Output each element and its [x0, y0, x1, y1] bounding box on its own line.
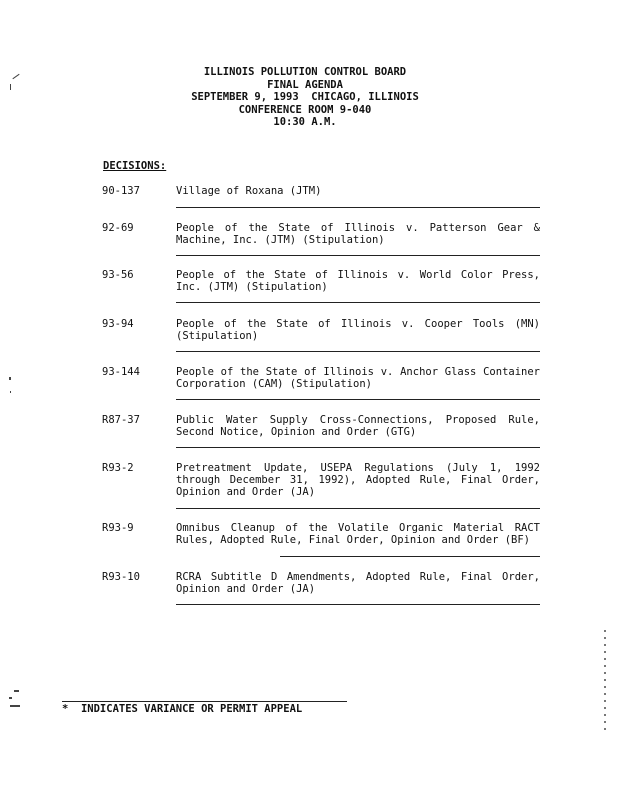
meeting-room: CONFERENCE ROOM 9-040 [238, 103, 372, 116]
footer-note: * INDICATES VARIANCE OR PERMIT APPEAL [62, 703, 303, 715]
signature-line [176, 508, 540, 509]
case-number: R93-10 [102, 571, 140, 583]
case-description: People of the State of Illinois v. Cooper Tools (MN) (Stipulation) [176, 318, 540, 343]
section-label-decisions: DECISIONS: [103, 160, 167, 172]
case-number: 93-56 [102, 269, 134, 281]
scan-speck [14, 690, 19, 692]
scan-speck [10, 84, 11, 90]
scan-edge-marks [604, 630, 606, 730]
scan-speck [10, 391, 11, 393]
scan-speck [9, 377, 11, 380]
case-number: 92-69 [102, 222, 134, 234]
case-description: Omnibus Cleanup of the Volatile Organic Material RACT Rules, Adopted Rule, Final Order, Opinion and Order (BF) [176, 522, 540, 547]
case-number: R87-37 [102, 414, 140, 426]
case-description: Public Water Supply Cross-Connections, Proposed Rule, Second Notice, Opinion and Order (GTG) [176, 414, 540, 439]
case-description: People of the State of Illinois v. World Color Press, Inc. (JTM) (Stipulation) [176, 269, 540, 294]
signature-line [176, 351, 540, 352]
case-number: R93-2 [102, 462, 134, 474]
case-number: 90-137 [102, 185, 140, 197]
scan-speck [10, 705, 20, 707]
board-name: ILLINOIS POLLUTION CONTROL BOARD [203, 66, 407, 78]
case-description: Village of Roxana (JTM) [176, 185, 322, 197]
case-description: People of the State of Illinois v. Patterson Gear & Machine, Inc. (JTM) (Stipulation) [176, 222, 540, 247]
case-description: RCRA Subtitle D Amendments, Adopted Rule, Final Order, Opinion and Order (JA) [176, 571, 540, 596]
case-description: Pretreatment Update, USEPA Regulations (July 1, 1992 through December 31, 1992), Adopted Rule, Final Order, Opinion and Order (JA) [176, 462, 540, 499]
signature-line [176, 255, 540, 256]
agenda-title: FINAL AGENDA [267, 78, 343, 91]
signature-line [280, 556, 540, 557]
signature-line [176, 447, 540, 448]
meeting-date-location: SEPTEMBER 9, 1993 CHICAGO, ILLINOIS [191, 91, 419, 103]
case-number: R93-9 [102, 522, 134, 534]
case-number: 93-94 [102, 318, 134, 330]
case-description: People of the State of Illinois v. Anchor Glass Container Corporation (CAM) (Stipulation) [176, 366, 540, 391]
footer-rule [62, 701, 347, 702]
agenda-header [0, 66, 610, 129]
signature-line [176, 302, 540, 303]
signature-line [176, 604, 540, 605]
signature-line [176, 399, 540, 400]
scan-speck [9, 697, 12, 699]
signature-line [176, 207, 540, 208]
meeting-time: 10:30 A.M. [273, 116, 337, 128]
case-number: 93-144 [102, 366, 140, 378]
